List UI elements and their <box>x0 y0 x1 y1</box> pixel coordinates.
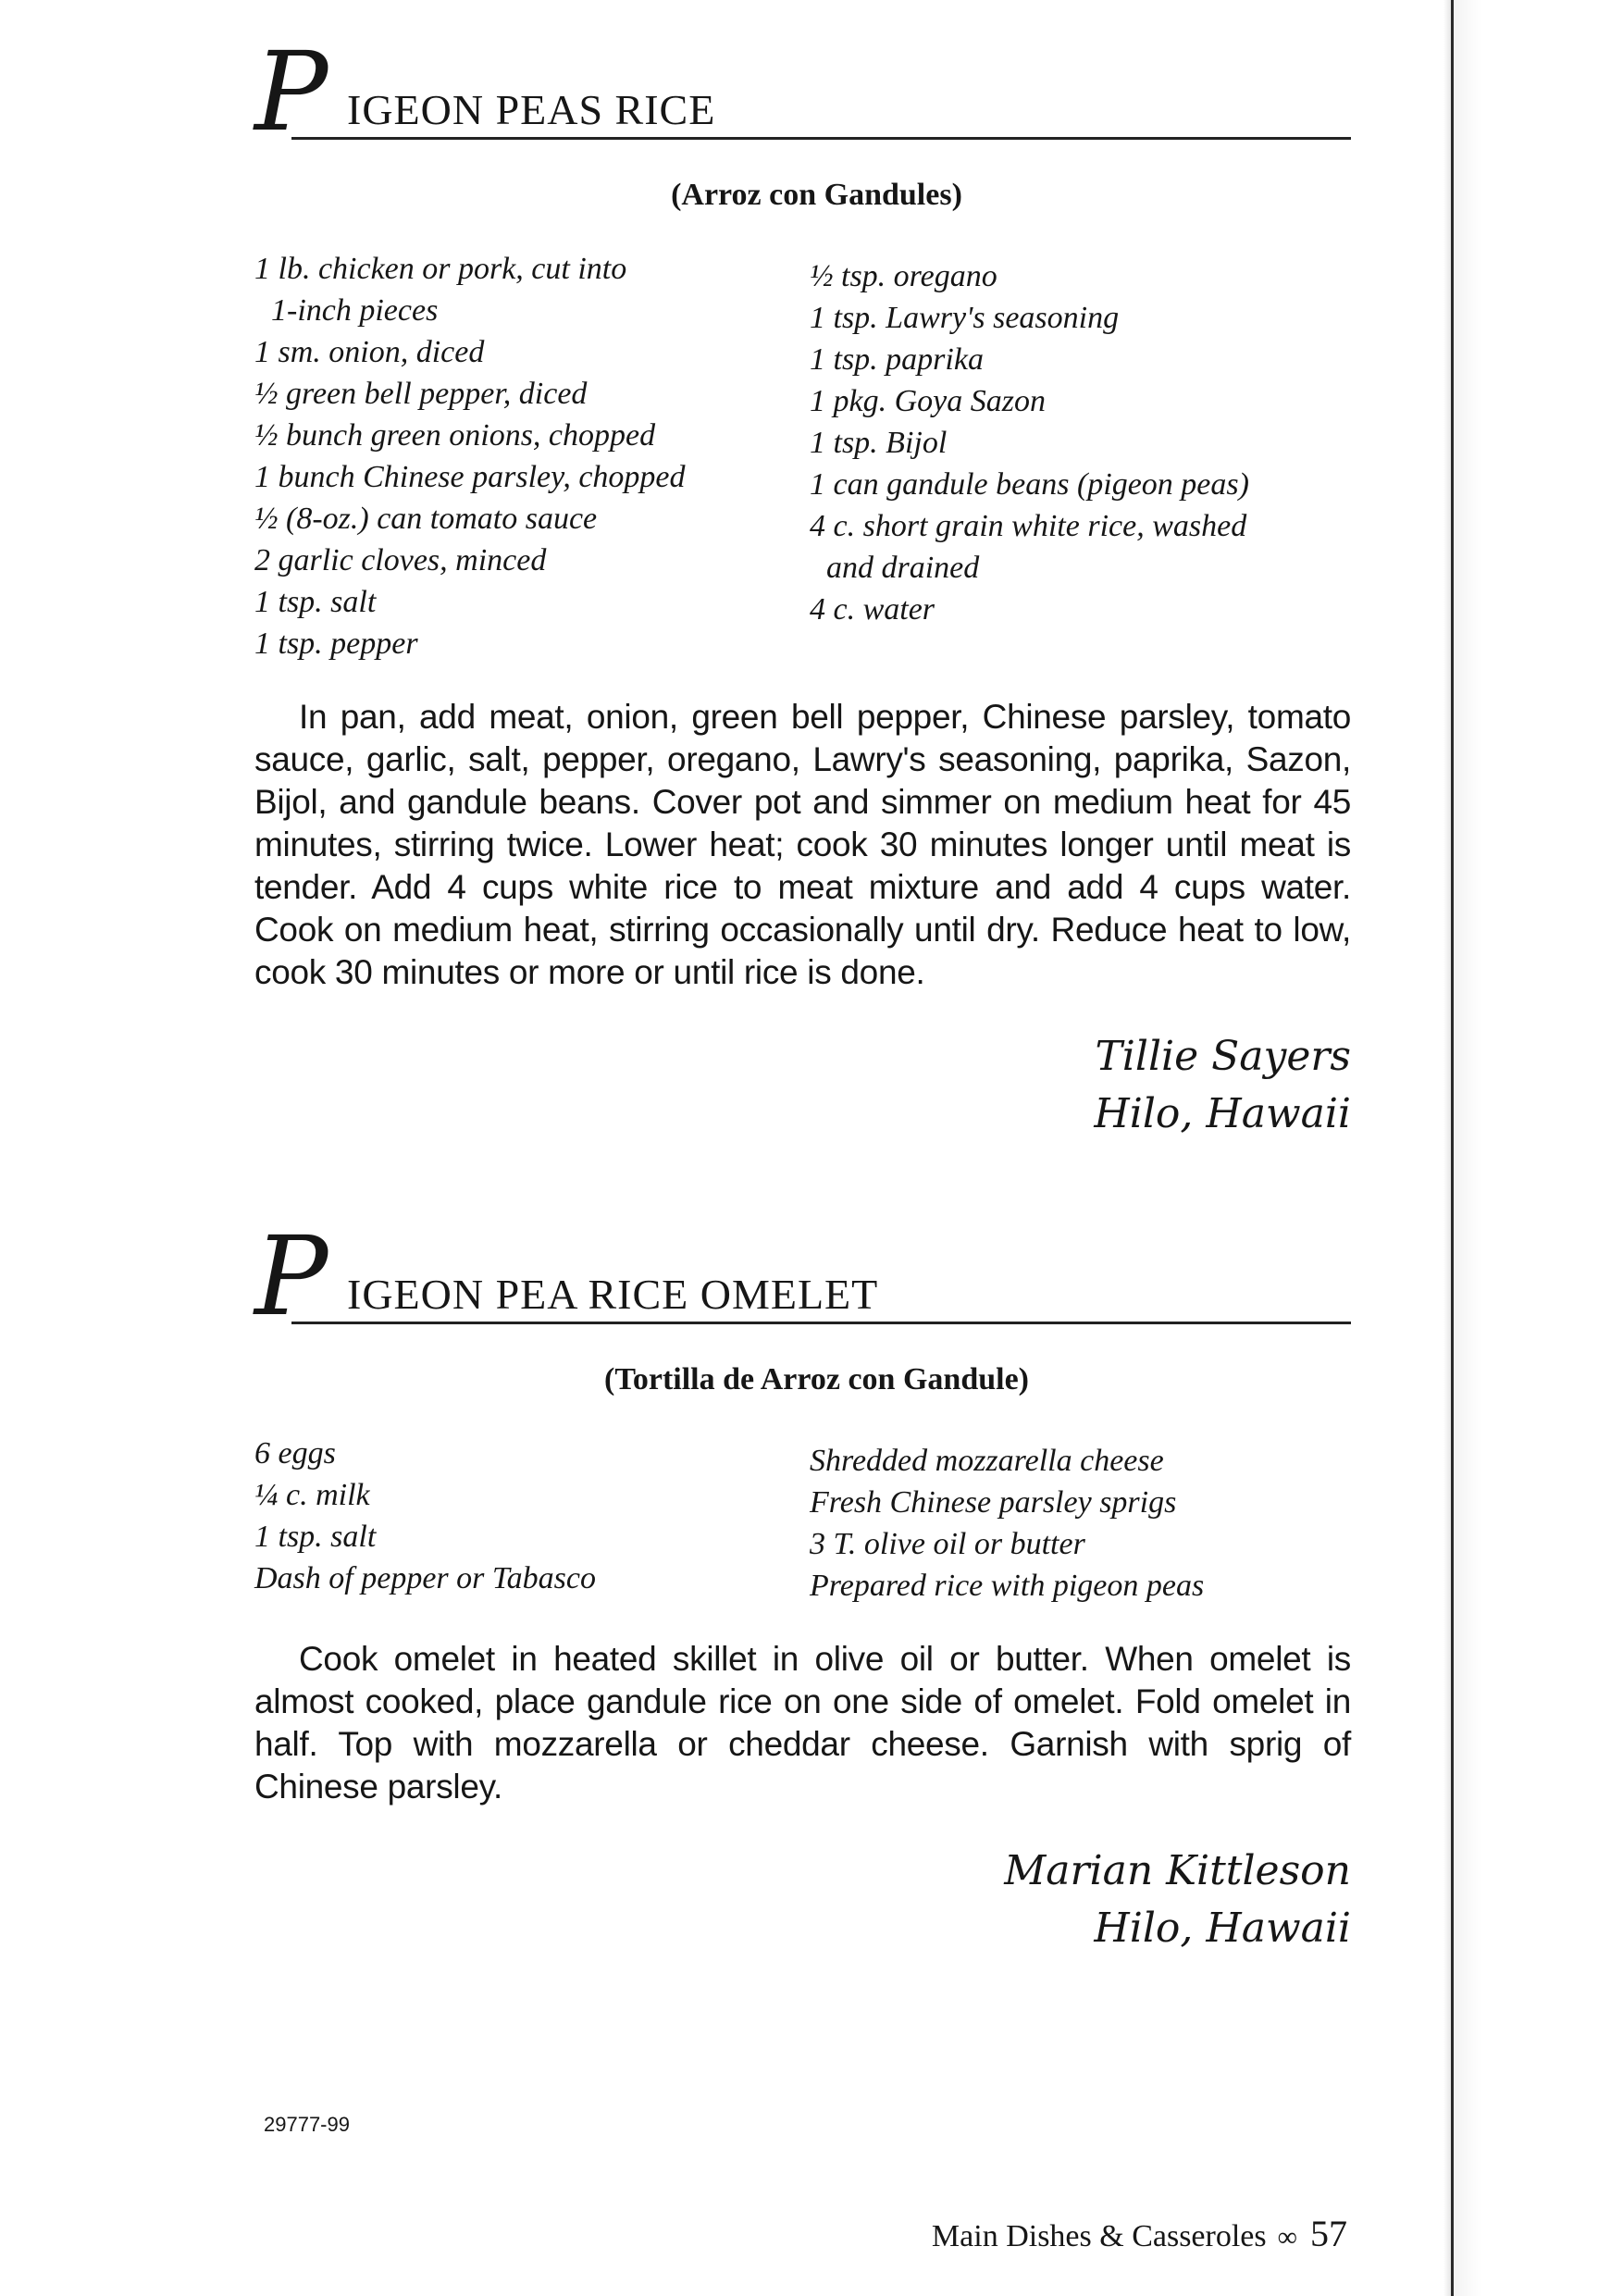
ingredient-item: 1 pkg. Goya Sazon <box>810 384 1046 418</box>
ingredient-column-left <box>254 1433 791 1607</box>
recipe-author <box>254 1028 1351 1143</box>
ingredient-item: 2 garlic cloves, minced <box>254 543 547 577</box>
ingredient-item: ½ bunch green onions, chopped <box>254 418 656 453</box>
ingredient-column-left <box>254 248 791 664</box>
print-code: 29777-99 <box>264 2113 350 2136</box>
ingredient-item: 1-inch pieces <box>271 293 439 328</box>
ingredient-item: 1 tsp. Bijol <box>810 426 948 460</box>
recipe-directions: Cook omelet in heated skillet in olive oil or butter. When omelet is almost cooked, place gandule rice on one side of omelet. Fold omelet in half. Top with mozzarella or cheddar cheese. Garnish with sprig of Chinese parsley. <box>254 1640 1351 1806</box>
recipe-title-text: IGEON PEA RICE OMELET <box>347 1271 879 1318</box>
ingredient-item: 1 tsp. salt <box>254 1520 377 1554</box>
recipe-pigeon-peas-rice <box>254 28 1351 1143</box>
author-name: Tillie Sayers <box>1095 1033 1351 1080</box>
decorative-initial: P <box>254 1212 328 1340</box>
recipe-title-text: IGEON PEAS RICE <box>347 86 716 133</box>
recipe-subtitle: (Tortilla de Arroz con Gandule) <box>604 1362 1029 1396</box>
recipe-title <box>254 1212 1351 1340</box>
ingredient-item: Shredded mozzarella cheese <box>810 1444 1164 1478</box>
ingredient-item: ½ green bell pepper, diced <box>254 377 588 411</box>
ingredient-item: ½ tsp. oregano <box>810 259 997 293</box>
ingredient-item: 6 eggs <box>254 1436 336 1471</box>
adjacent-page-edge <box>1451 0 1623 2296</box>
title-underline <box>291 137 1351 140</box>
ingredient-item: ½ (8-oz.) can tomato sauce <box>254 502 598 536</box>
infinity-ornament: ∞ <box>1277 2222 1297 2253</box>
ingredient-item: 3 T. olive oil or butter <box>810 1527 1085 1561</box>
author-place: Hilo, Hawaii <box>1094 1090 1351 1137</box>
ingredient-item: 1 tsp. pepper <box>254 627 418 661</box>
decorative-initial: P <box>254 28 328 155</box>
ingredient-item: 1 tsp. paprika <box>810 342 984 377</box>
ingredient-item: Fresh Chinese parsley sprigs <box>810 1485 1177 1520</box>
ingredient-column-right <box>810 1433 1351 1607</box>
section-name: Main Dishes & Casseroles <box>931 2219 1267 2253</box>
ingredient-item: ¼ c. milk <box>254 1478 370 1512</box>
ingredient-column-right <box>810 248 1351 664</box>
ingredient-item: and drained <box>826 551 980 585</box>
author-place: Hilo, Hawaii <box>1094 1905 1351 1952</box>
page-gutter-shadow <box>1443 0 1451 2296</box>
recipe-pigeon-pea-rice-omelet <box>254 1212 1351 1957</box>
ingredient-item: 1 bunch Chinese parsley, chopped <box>254 460 686 494</box>
ingredient-item: Prepared rice with pigeon peas <box>810 1569 1205 1603</box>
ingredient-item: 1 tsp. Lawry's seasoning <box>810 301 1120 335</box>
ingredient-item: 1 lb. chicken or pork, cut into <box>254 252 627 286</box>
ingredient-item: 1 sm. onion, diced <box>254 335 485 369</box>
recipe-title <box>254 28 1351 155</box>
ingredient-item: 4 c. short grain white rice, washed <box>810 509 1247 543</box>
page-footer <box>932 2212 1347 2255</box>
page-number: 57 <box>1310 2213 1347 2254</box>
ingredient-item: Dash of pepper or Tabasco <box>254 1561 596 1595</box>
recipe-directions: In pan, add meat, onion, green bell pepper, Chinese parsley, tomato sauce, garlic, salt, pepper, oregano, Lawry's seasoning, paprika, Sazon, Bijol, and gandule beans. Cover pot and simmer on medium heat for 45 minutes, stirring twice. Lower heat; cook 30 minutes longer until meat is tender. Add 4 cups white rice to meat mixture and add 4 cups water. Cook on medium heat, stirring occasionally until dry. Reduce heat to low, cook 30 minutes or more or until rice is done. <box>254 698 1351 991</box>
ingredient-item: 1 can gandule beans (pigeon peas) <box>810 467 1249 502</box>
recipe-subtitle: (Arroz con Gandules) <box>671 178 962 212</box>
author-name: Marian Kittleson <box>1004 1847 1351 1894</box>
ingredient-list <box>254 248 1351 664</box>
title-underline <box>291 1322 1351 1324</box>
ingredient-list <box>254 1433 1351 1607</box>
recipe-author <box>254 1843 1351 1957</box>
ingredient-item: 4 c. water <box>810 592 935 627</box>
ingredient-item: 1 tsp. salt <box>254 585 377 619</box>
